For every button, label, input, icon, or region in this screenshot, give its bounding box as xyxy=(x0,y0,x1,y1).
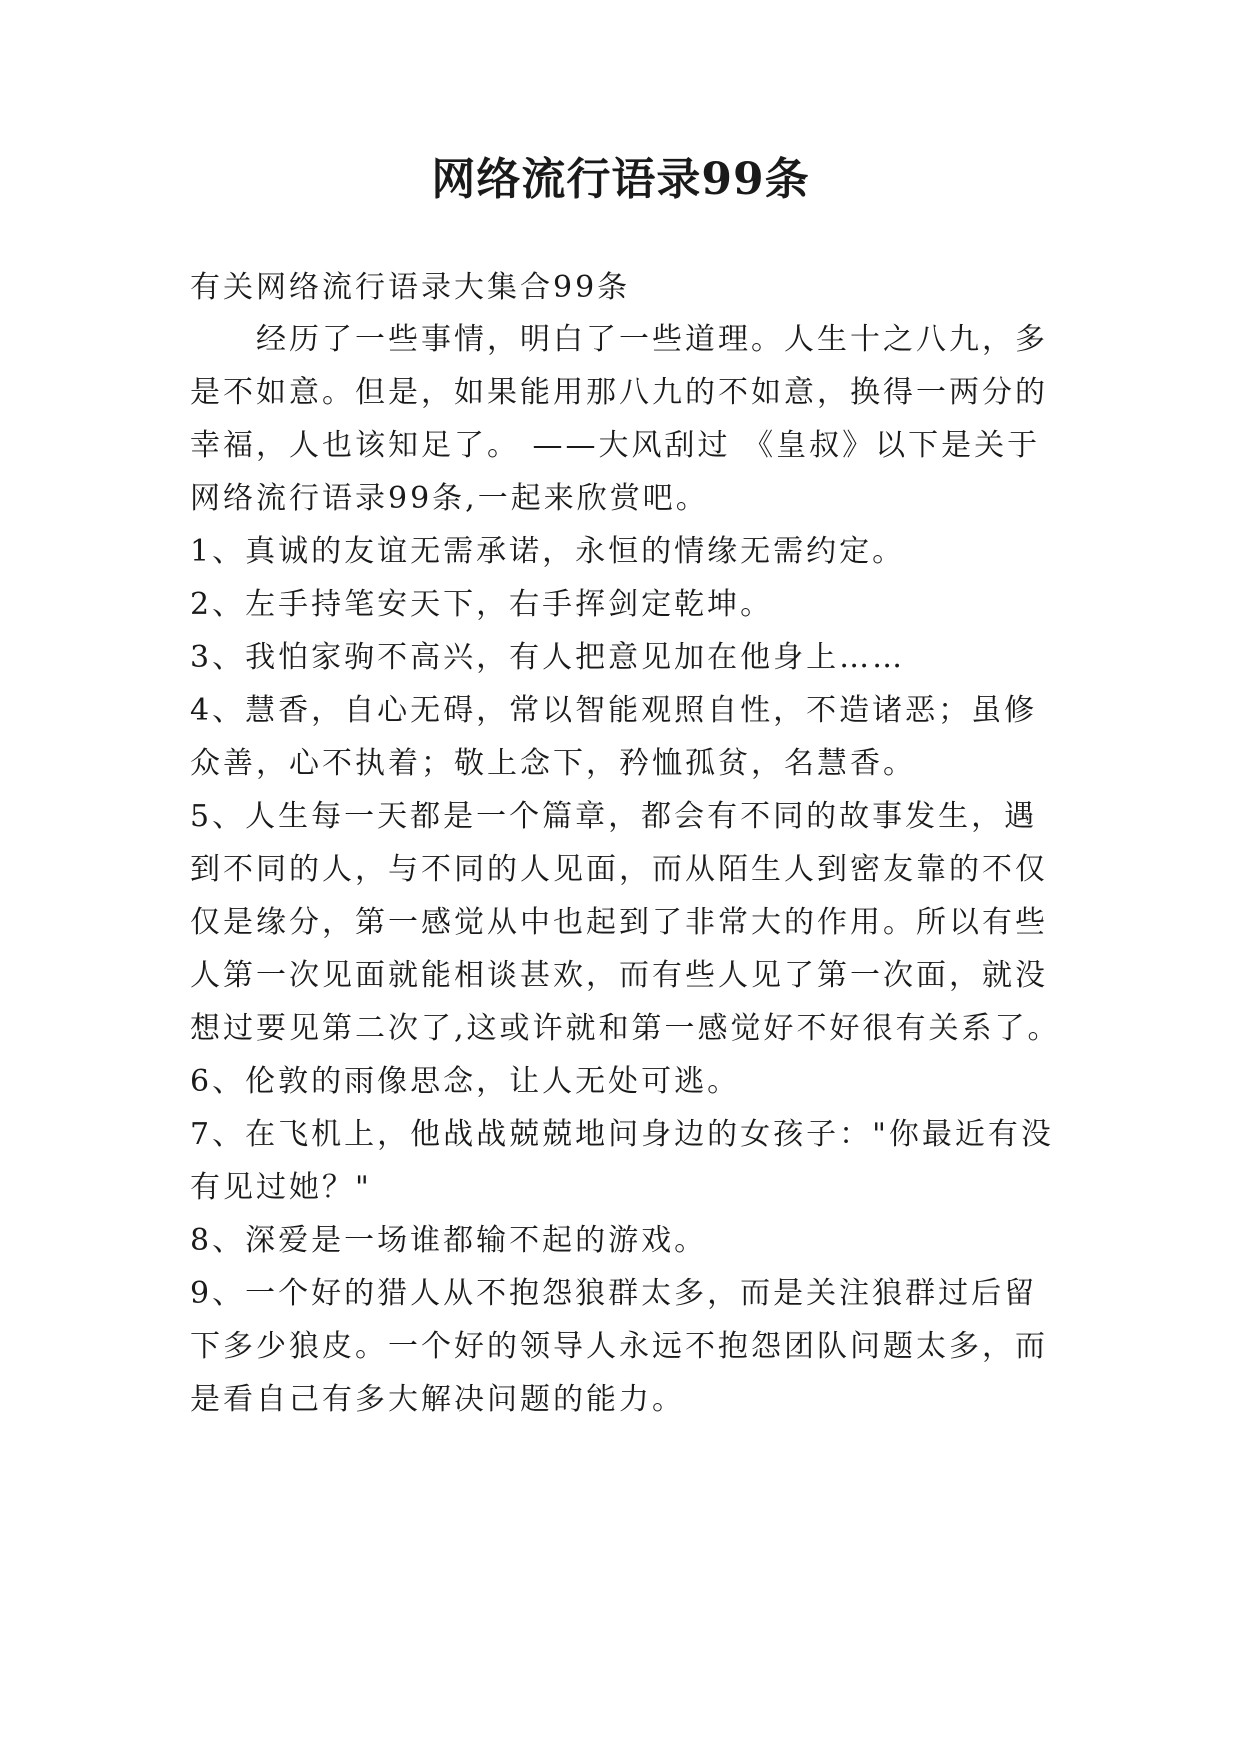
list-item-line: 仅是缘分，第一感觉从中也起到了非常大的作用。所以有些 xyxy=(190,905,1048,940)
list-item-line: 6、伦敦的雨像思念，让人无处可逃。 xyxy=(190,1064,741,1099)
list-item-line: 1、真诚的友谊无需承诺，永恒的情缘无需约定。 xyxy=(190,534,906,569)
intro-line: 网络流行语录99条,一起来欣赏吧。 xyxy=(190,481,709,516)
intro-line: 经历了一些事情，明白了一些道理。人生十之八九，多 xyxy=(256,322,1048,357)
intro-line: 幸福，人也该知足了。 ——大风刮过 《皇叔》以下是关于 xyxy=(190,428,1041,463)
list-item-line: 是看自己有多大解决问题的能力。 xyxy=(190,1382,685,1417)
intro-line: 是不如意。但是，如果能用那八九的不如意，换得一两分的 xyxy=(190,375,1048,410)
list-item-line: 众善，心不执着；敬上念下，矜恤孤贫，名慧香。 xyxy=(190,746,916,781)
list-item-line: 3、我怕家驹不高兴，有人把意见加在他身上…… xyxy=(190,640,906,675)
list-item-line: 8、深爱是一场谁都输不起的游戏。 xyxy=(190,1223,708,1258)
list-item-line: 到不同的人，与不同的人见面，而从陌生人到密友靠的不仅 xyxy=(190,852,1048,887)
list-item-line: 2、左手持笔安天下，右手挥剑定乾坤。 xyxy=(190,587,774,622)
list-item-line: 下多少狼皮。一个好的领导人永远不抱怨团队问题太多，而 xyxy=(190,1329,1048,1364)
list-item-line: 5、人生每一天都是一个篇章，都会有不同的故事发生，遇 xyxy=(190,799,1038,834)
document-subtitle: 有关网络流行语录大集合99条 xyxy=(190,270,631,305)
list-item-line: 有见过她？" xyxy=(190,1170,372,1205)
list-item-line: 4、慧香，自心无碍，常以智能观照自性，不造诸恶；虽修 xyxy=(190,693,1038,728)
list-item-line: 人第一次见面就能相谈甚欢，而有些人见了第一次面，就没 xyxy=(190,958,1048,993)
list-item-line: 7、在飞机上，他战战兢兢地问身边的女孩子："你最近有没 xyxy=(190,1117,1054,1152)
list-item-line: 想过要见第二次了,这或许就和第一感觉好不好很有关系了。 xyxy=(190,1011,1061,1046)
list-item-line: 9、一个好的猎人从不抱怨狼群太多，而是关注狼群过后留 xyxy=(190,1276,1038,1311)
document-title: 网络流行语录99条 xyxy=(431,154,810,205)
